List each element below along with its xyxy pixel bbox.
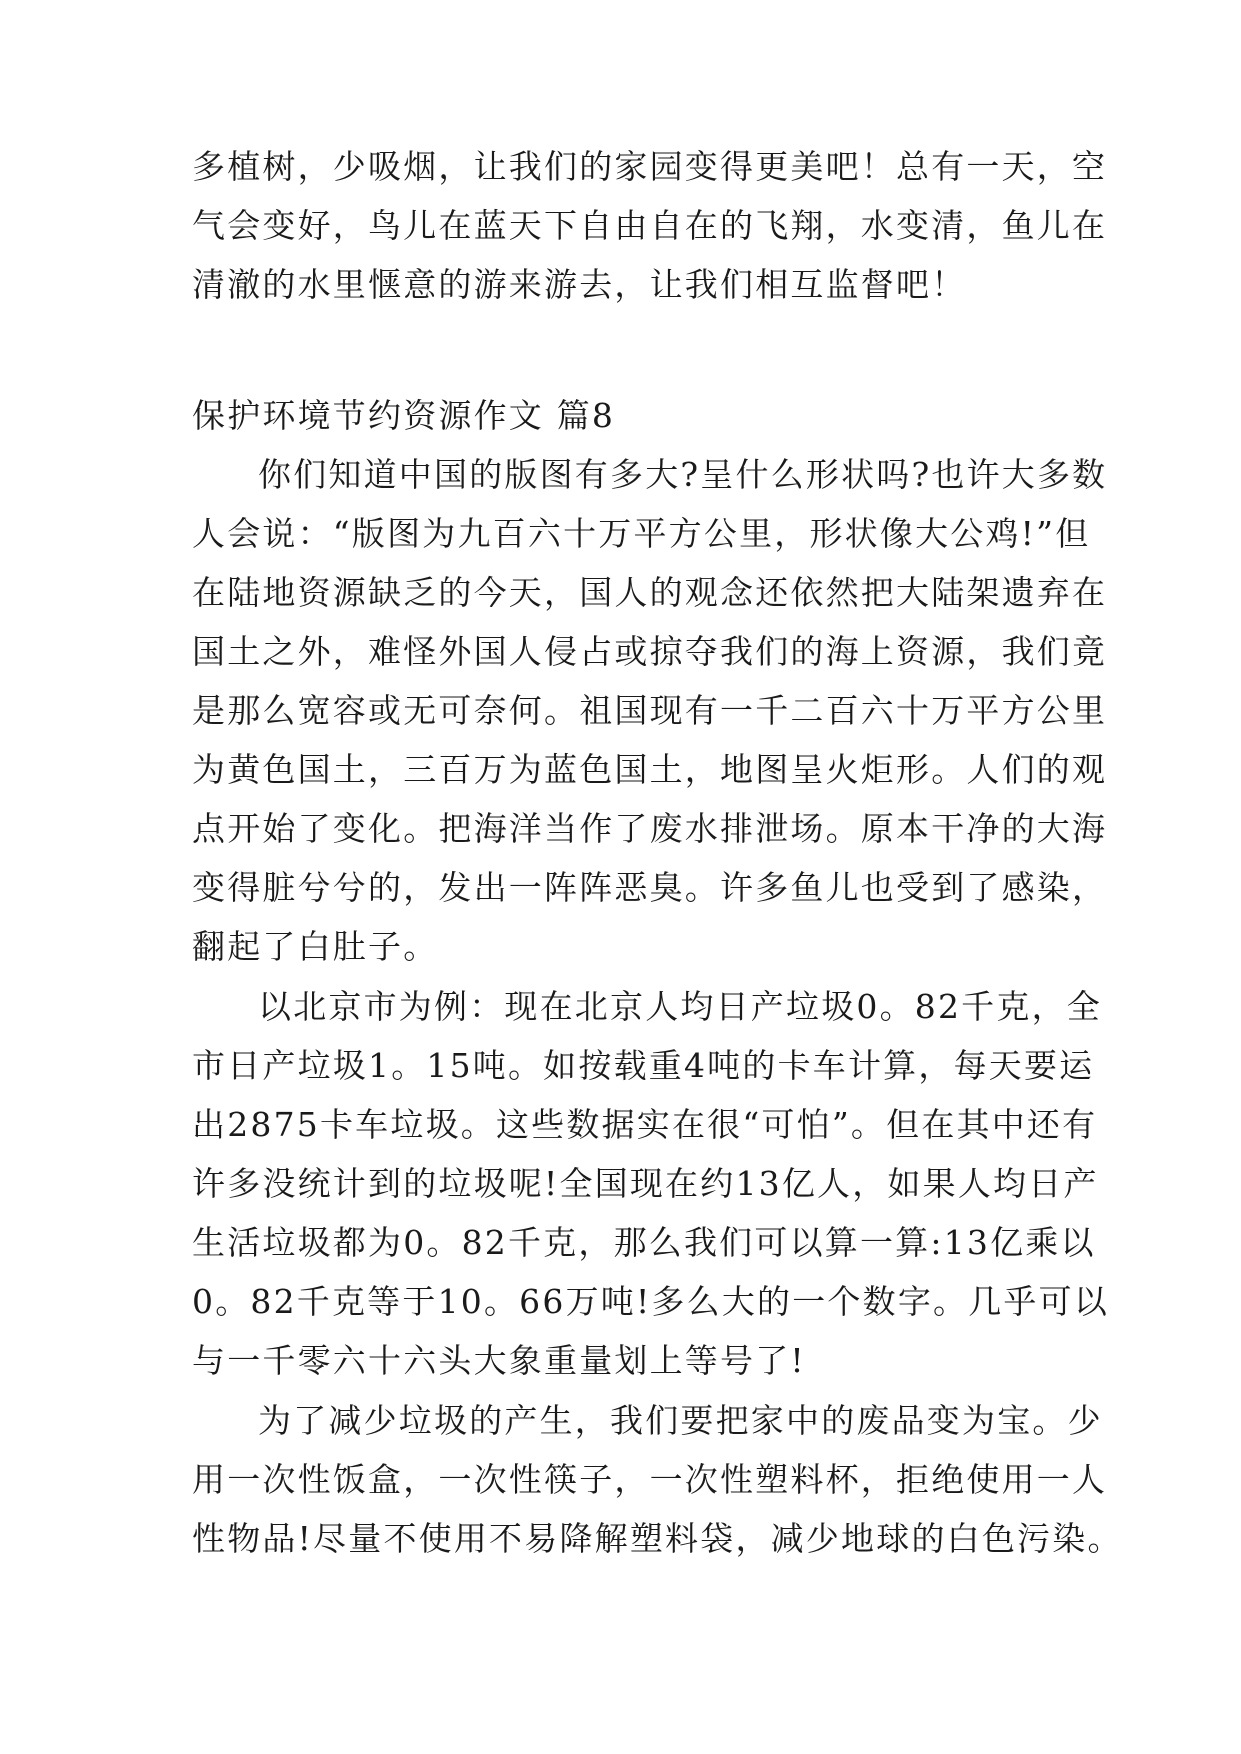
text-line: 多植树，少吸烟，让我们的家园变得更美吧！总有一天，空 (192, 147, 1108, 186)
text-line: 性物品!尽量不使用不易降解塑料袋，减少地球的白色污染。 (192, 1519, 1123, 1558)
text-line: 点开始了变化。把海洋当作了废水排泄场。原本干净的大海 (192, 809, 1108, 848)
text-line: 0。82千克等于10。66万吨!多么大的一个数字。几乎可以 (192, 1282, 1110, 1321)
text-line: 以北京市为例：现在北京人均日产垃圾0。82千克，全 (258, 987, 1102, 1026)
text-line: 许多没统计到的垃圾呢!全国现在约13亿人，如果人均日产 (192, 1164, 1099, 1203)
text-line: 为黄色国土，三百万为蓝色国土，地图呈火炬形。人们的观 (192, 750, 1108, 789)
text-line: 用一次性饭盒，一次性筷子，一次性塑料杯，拒绝使用一人 (192, 1460, 1108, 1499)
text-line: 市日产垃圾1。15吨。如按载重4吨的卡车计算，每天要运 (192, 1046, 1095, 1085)
text-line: 为了减少垃圾的产生，我们要把家中的废品变为宝。少 (258, 1401, 1103, 1440)
text-line: 清澈的水里惬意的游来游去，让我们相互监督吧！ (192, 265, 967, 304)
text-line: 人会说：“版图为九百六十万平方公里，形状像大公鸡!”但 (192, 514, 1091, 553)
text-line: 在陆地资源缺乏的今天，国人的观念还依然把大陆架遗弃在 (192, 573, 1108, 612)
text-line: 与一千零六十六头大象重量划上等号了! (192, 1341, 806, 1380)
text-line: 出2875卡车垃圾。这些数据实在很“可怕”。但在其中还有 (192, 1105, 1098, 1144)
section-title: 保护环境节约资源作文 篇8 (192, 396, 616, 435)
text-line: 变得脏兮兮的，发出一阵阵恶臭。许多鱼儿也受到了感染， (192, 868, 1108, 907)
paragraph-2 (192, 445, 1108, 976)
paragraph-1 (192, 137, 1108, 314)
text-line: 国土之外，难怪外国人侵占或掠夺我们的海上资源，我们竟 (192, 632, 1108, 671)
text-line: 气会变好，鸟儿在蓝天下自由自在的飞翔，水变清，鱼儿在 (192, 206, 1108, 245)
text-line: 是那么宽容或无可奈何。祖国现有一千二百六十万平方公里 (192, 691, 1108, 730)
paragraph-3 (192, 977, 1110, 1390)
text-line: 生活垃圾都为0。82千克，那么我们可以算一算:13亿乘以 (192, 1223, 1096, 1262)
text-line: 你们知道中国的版图有多大?呈什么形状吗?也许大多数 (258, 455, 1108, 494)
text-line: 翻起了白肚子。 (192, 927, 439, 966)
paragraph-4 (192, 1391, 1123, 1568)
